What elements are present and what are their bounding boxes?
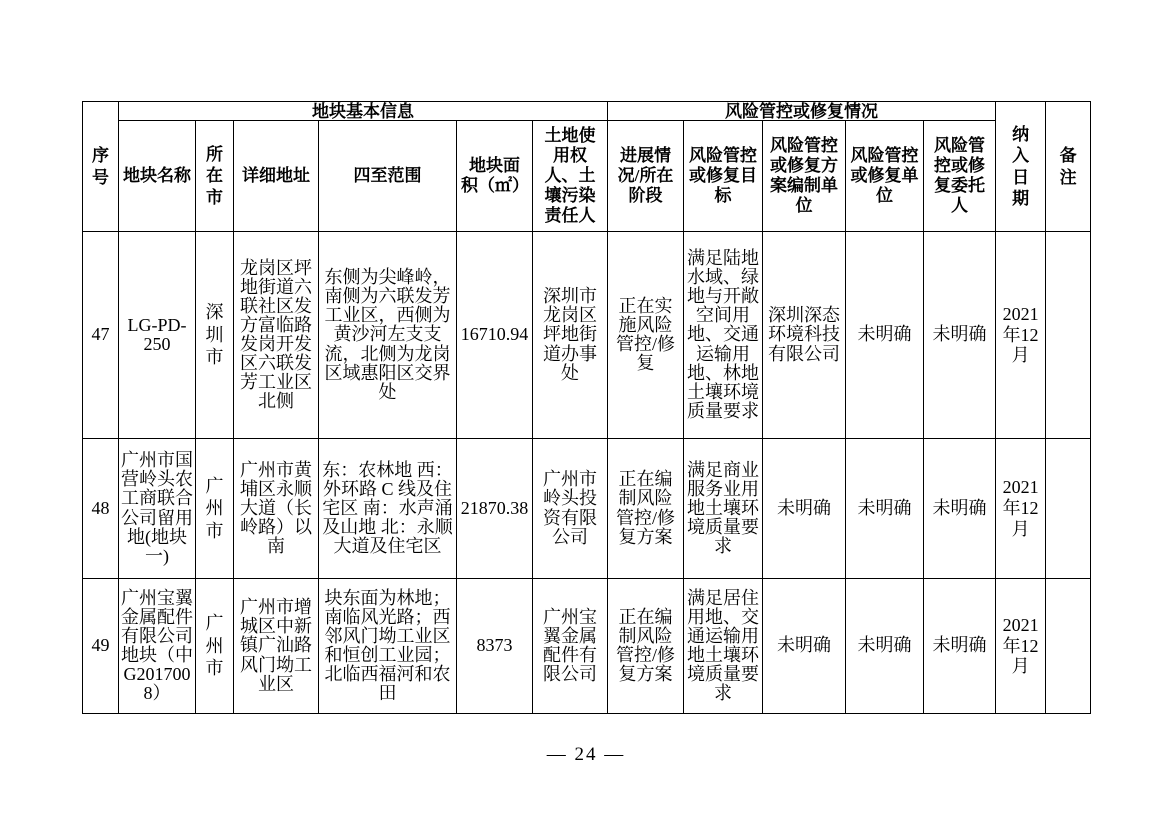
header-land-user: 土地使用权人、土壤污染责任人: [533, 121, 608, 232]
header-basic-info-group: 地块基本信息: [119, 102, 608, 121]
cell-note: [1046, 232, 1091, 439]
cell-seq: 49: [83, 579, 119, 714]
header-plan-unit: 风险管控或修复方案编制单位: [763, 121, 846, 232]
table-row: [83, 232, 1091, 439]
header-remediation-unit: 风险管控或修复单位: [846, 121, 924, 232]
cell-plot-name: 广州宝翼金属配件有限公司地块（中G2017008）: [119, 579, 196, 714]
cell-client: 未明确: [924, 232, 996, 439]
cell-note: [1046, 439, 1091, 579]
header-city-label: 所在市: [206, 145, 223, 207]
cell-date-text: 2021年12月: [1002, 614, 1039, 677]
cell-plot-name: 广州市国营岭头农工商联合公司留用地(地块一): [119, 439, 196, 579]
cell-note: [1046, 579, 1091, 714]
cell-remediation-unit: 未明确: [846, 232, 924, 439]
cell-seq: 47: [83, 232, 119, 439]
header-seq: [83, 102, 119, 232]
header-date-label: 纳入日期: [1012, 125, 1030, 208]
cell-plan-unit: 未明确: [763, 579, 846, 714]
cell-city: [196, 579, 234, 714]
cell-progress: 正在编制风险管控/修复方案: [608, 439, 684, 579]
header-target: 风险管控或修复目标: [684, 121, 763, 232]
cell-city-text: 广州市: [205, 475, 224, 541]
cell-plan-unit: 未明确: [763, 439, 846, 579]
header-area: 地块面积（㎡）: [457, 121, 533, 232]
cell-area: 8373: [457, 579, 533, 714]
cell-client: 未明确: [924, 439, 996, 579]
cell-date-text: 2021年12月: [1002, 477, 1039, 539]
cell-area: 16710.94: [457, 232, 533, 439]
header-note: [1046, 102, 1091, 232]
cell-remediation-unit: 未明确: [846, 439, 924, 579]
cell-target: 满足陆地水域、绿地与开敞空间用地、交通运输用地、林地土壤环境质量要求: [684, 232, 763, 439]
header-client: 风险管控或修复委托人: [924, 121, 996, 232]
cell-address: 广州市黄埔区永顺大道（长岭路）以南: [234, 439, 319, 579]
cell-remediation-unit: 未明确: [846, 579, 924, 714]
cell-city-text: 广州市: [205, 613, 224, 679]
cell-client: 未明确: [924, 579, 996, 714]
cell-target: 满足居住用地、交通运输用地土壤环境质量要求: [684, 579, 763, 714]
cell-seq: 48: [83, 439, 119, 579]
cell-date-text: 2021年12月: [1002, 303, 1039, 366]
header-city: [196, 121, 234, 232]
cell-boundary: 东：农林地 西：外环路 C 线及住宅区 南：水声涌及山地 北：永顺大道及住宅区: [319, 439, 457, 579]
cell-plan-unit: 深圳深态环境科技有限公司: [763, 232, 846, 439]
cell-city: [196, 232, 234, 439]
cell-date: [996, 232, 1046, 439]
cell-city-text: 深圳市: [205, 302, 224, 368]
header-progress: 进展情况/所在阶段: [608, 121, 684, 232]
header-boundary: 四至范围: [319, 121, 457, 232]
cell-plot-name: LG-PD-250: [119, 232, 196, 439]
cell-city: [196, 439, 234, 579]
cell-address: 广州市增城区中新镇广汕路风门坳工业区: [234, 579, 319, 714]
header-seq-label: 序号: [92, 146, 109, 187]
cell-progress: 正在实施风险管控/修复: [608, 232, 684, 439]
cell-boundary: 块东面为林地；南临风光路；西邻风门坳工业区和恒创工业园；北临西福河和农田: [319, 579, 457, 714]
cell-date: [996, 579, 1046, 714]
cell-land-user: 广州市岭头投资有限公司: [533, 439, 608, 579]
land-parcel-table: [82, 101, 1091, 714]
cell-address: 龙岗区坪地街道六联社区发方富临路发岗开发区六联发芳工业区北侧: [234, 232, 319, 439]
header-plot-name: 地块名称: [119, 121, 196, 232]
cell-boundary: 东侧为尖峰岭，南侧为六联发芳工业区，西侧为黄沙河左支支流，北侧为龙岗区域惠阳区交界处: [319, 232, 457, 439]
cell-target: 满足商业服务业用地土壤环境质量要求: [684, 439, 763, 579]
header-date: [996, 102, 1046, 232]
page-number: — 24 —: [546, 744, 626, 765]
table-row: [83, 439, 1091, 579]
header-risk-group: 风险管控或修复情况: [608, 102, 996, 121]
cell-area: 21870.38: [457, 439, 533, 579]
cell-land-user: 深圳市龙岗区坪地街道办事处: [533, 232, 608, 439]
header-note-label: 备注: [1059, 146, 1077, 187]
cell-progress: 正在编制风险管控/修复方案: [608, 579, 684, 714]
header-address: 详细地址: [234, 121, 319, 232]
table-row: [83, 579, 1091, 714]
cell-date: [996, 439, 1046, 579]
cell-land-user: 广州宝翼金属配件有限公司: [533, 579, 608, 714]
